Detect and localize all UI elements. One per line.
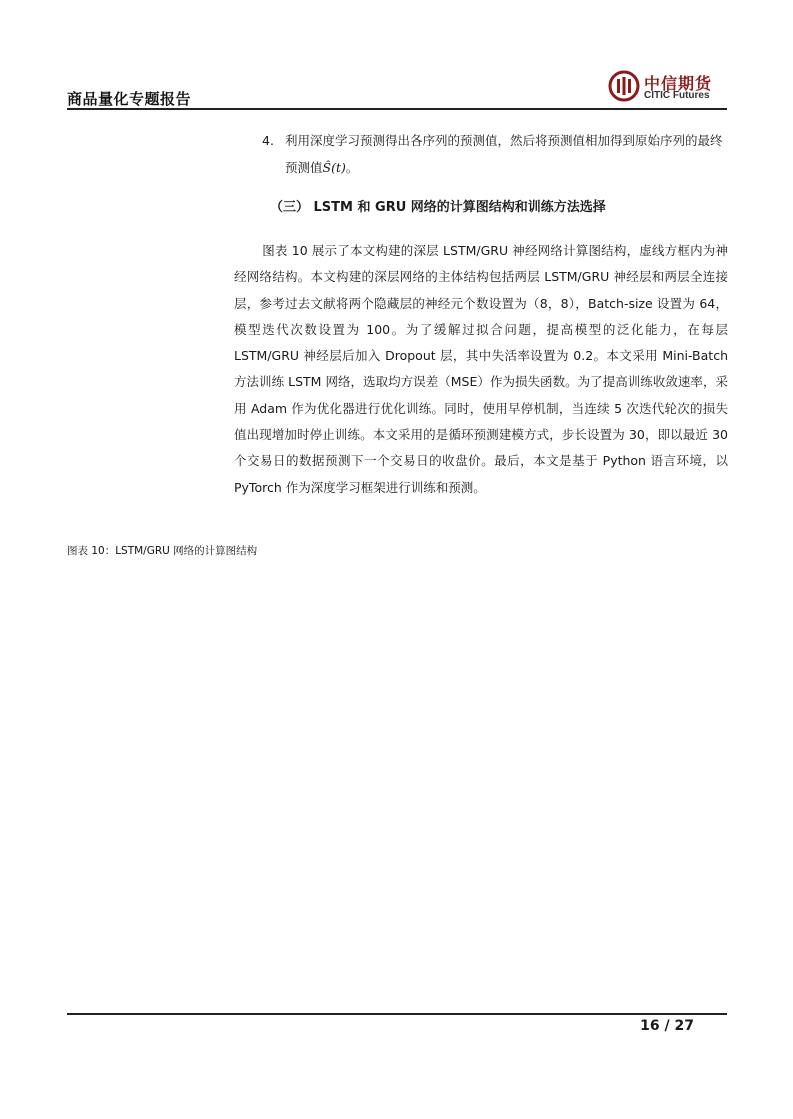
logo-chinese-name: 中信期货: [644, 74, 713, 93]
list-item-number: 4.: [262, 133, 274, 148]
section-heading: （三） LSTM 和 GRU 网络的计算图结构和训练方法选择: [270, 200, 606, 215]
math-expression: Ŝ(t): [322, 160, 346, 175]
report-title: 商品量化专题报告: [67, 90, 192, 108]
list-item-text-end: 。: [345, 160, 359, 175]
citic-futures-logo: [608, 70, 728, 106]
body-paragraph-text: 图表 10 展示了本文构建的深层 LSTM/GRU 神经网络计算图结构，虚线方框内为神经网络结构。本文构建的深层网络的主体结构包括两层 LSTM/GRU 神经层和两层全连接层，参考过去文献将两个隐藏层的神经元个数设置为（8，8），Batch-size 设置为 64，模型迭代次数设置为 100。为了缓解过拟合问题，提高模型的泛化能力，在每层 LSTM/GRU 神经层后加入 Dropout 层，其中失活率设置为 0.2。本文采用 Mini-Batch 方法训练 LSTM 网络，选取均方误差（MSE）作为损失函数。为了提高训练收敛速率，采用 Adam 作为优化器进行优化训练。同时，使用早停机制，当连续 5 次迭代轮次的损失值出现增加时停止训练。本文采用的是循环预测建模方式，步长设置为 30，即以最近 30 个交易日的数据预测下一个交易日的收盘价。最后，本文是基于 Python 语言环境，以 PyTorch 作为深度学习框架进行训练和预测。: [234, 243, 728, 495]
list-item-text: [285, 127, 732, 181]
logo-english-name: CITIC Futures: [644, 90, 710, 101]
list-item-text-body: 利用深度学习预测得出各序列的预测值，然后将预测值相加得到原始序列的最终预测值: [285, 133, 723, 175]
body-paragraph: [234, 238, 728, 501]
figure-caption: 图表 10：LSTM/GRU 网络的计算图结构: [67, 545, 258, 557]
footer-divider: [67, 1013, 727, 1015]
list-item: [262, 127, 732, 181]
page-number: 16 / 27: [640, 1018, 694, 1034]
citic-logo-icon: [608, 70, 640, 102]
header-divider: [67, 108, 727, 110]
